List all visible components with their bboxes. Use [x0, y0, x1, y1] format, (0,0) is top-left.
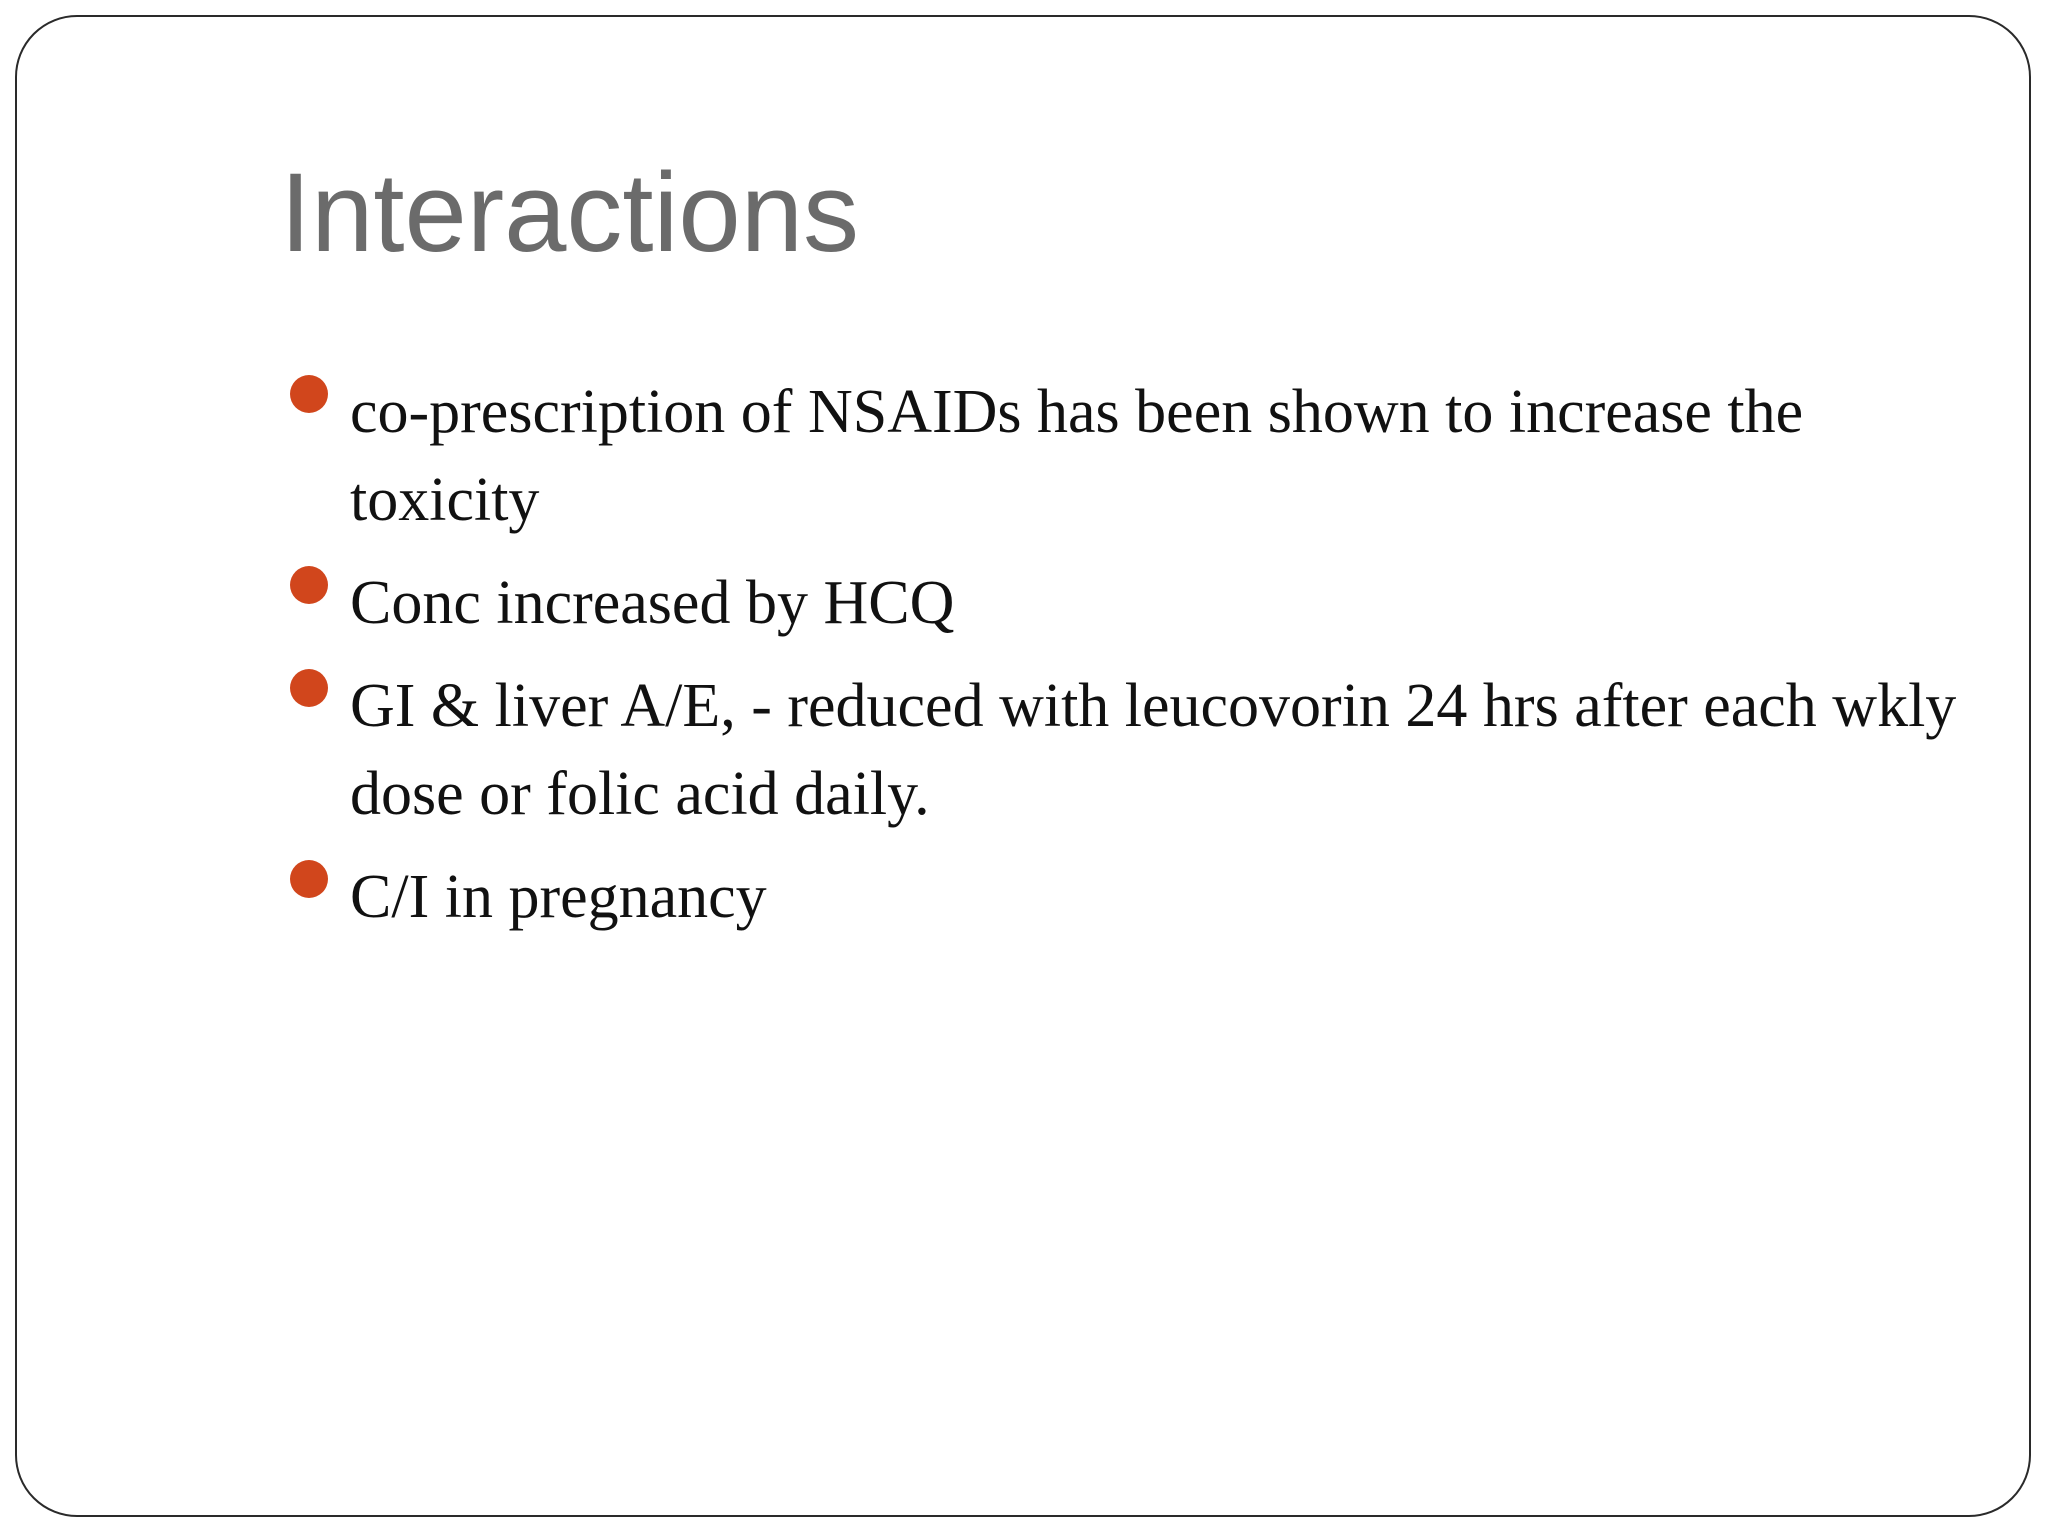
slide-title: Interactions: [280, 150, 859, 275]
bullet-list: [290, 368, 1990, 956]
bullet-dot-icon: [290, 669, 328, 707]
bullet-dot-icon: [290, 566, 328, 604]
bullet-item: [290, 853, 1990, 941]
bullet-item: [290, 368, 1990, 544]
bullet-text: C/I in pregnancy: [350, 863, 767, 931]
bullet-dot-icon: [290, 375, 328, 413]
bullet-item: [290, 559, 1990, 647]
bullet-text: Conc increased by HCQ: [350, 569, 955, 637]
bullet-text: co-prescription of NSAIDs has been shown to increase the toxicity: [350, 378, 1804, 534]
bullet-dot-icon: [290, 860, 328, 898]
bullet-item: [290, 662, 1990, 838]
bullet-text: GI & liver A/E, - reduced with leucovorin 24 hrs after each wkly dose or folic acid daily.: [350, 672, 1957, 828]
